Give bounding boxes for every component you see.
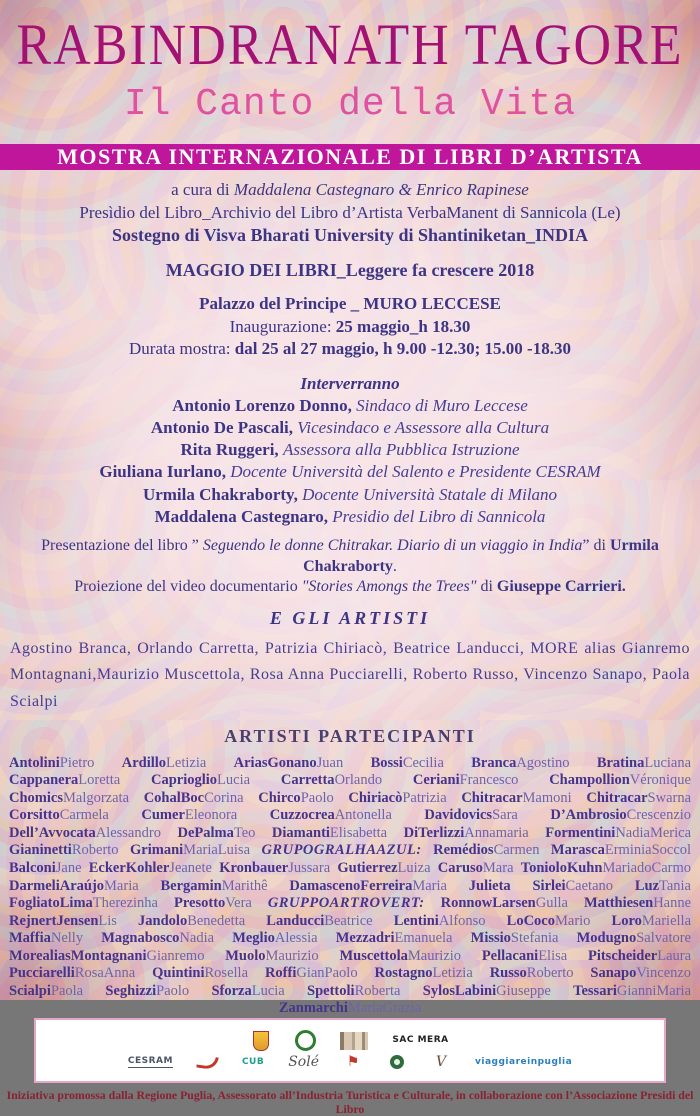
- sole-script-logo-glyph: Solé: [288, 1054, 320, 1071]
- speakers-heading: Interverranno: [300, 373, 400, 393]
- book-author: Urmila Chakraborty: [303, 536, 659, 575]
- curators-prefix: a cura di: [171, 180, 234, 200]
- university-crest-logo: [387, 1055, 407, 1069]
- duration-value: dal 25 al 27 maggio, h 9.00 -12.30; 15.00 -18.30: [234, 339, 571, 359]
- speaker-row: [0, 506, 700, 528]
- book-mid: ” di: [582, 536, 610, 554]
- participant-name: Julieta SirleiCaetano: [468, 877, 614, 894]
- participant-name: RonnowLarsenGulla: [440, 895, 568, 912]
- participant-name: MatthiesenHanne: [583, 895, 692, 912]
- participant-name: MaffiaNelly: [9, 930, 84, 947]
- speaker-role: Presidio del Libro di Sannicola: [332, 506, 546, 526]
- logo-row-bottom: [42, 1055, 658, 1069]
- participant-name: ArdilloLetizia: [121, 754, 207, 771]
- participant-name: BergaminMarithê: [160, 877, 268, 894]
- artists-heading: E GLI ARTISTI: [269, 608, 431, 629]
- footer-credit-line: Iniziativa promossa dalla Regione Puglia, Assessorato all’Industria Turistica e Culturale, in collaborazione con l’Associazione Presidi del Libro: [6, 1087, 694, 1116]
- comune-crest-logo: [295, 1030, 316, 1051]
- participant-name: CerianiFrancesco: [412, 772, 519, 789]
- participant-name: GutierrezLuiza: [337, 860, 431, 877]
- participant-name: MeglioAlessia: [232, 930, 318, 947]
- participant-name: ChitracarSwarna: [586, 789, 692, 806]
- participant-name: LoroMariella: [611, 912, 692, 929]
- participant-name: DavidovicsSara: [424, 807, 518, 824]
- curators-line: [0, 179, 700, 201]
- participant-name: SanapoVincenzo: [590, 965, 692, 982]
- participant-name: ZanmarchiMariaGrazia: [278, 1000, 422, 1017]
- participant-name: JandoloBenedetta: [138, 912, 246, 929]
- participant-name: ChitracarMamoni: [461, 789, 572, 806]
- participant-name: CarusoMara: [437, 860, 514, 877]
- participant-name: RemédiosCarmen: [433, 842, 540, 859]
- participant-name: TonioloKuhnMariadoCarmo: [520, 860, 692, 877]
- participant-name: PellacaniElisa: [481, 947, 568, 964]
- speaker-role: Docente Università Statale di Milano: [302, 484, 558, 504]
- participant-name: ChiriacòPatrizia: [348, 789, 447, 806]
- participant-name: LuzTania: [634, 877, 691, 894]
- sac-mera-logo: [392, 1036, 448, 1045]
- participant-name: Dell’AvvocataAlessandro: [9, 824, 161, 841]
- participant-name: DarmeliAraújoMaria: [9, 877, 139, 894]
- participant-name: BossiCecilia: [370, 754, 444, 771]
- book-suffix: .: [392, 557, 397, 575]
- comune-crest-logo-glyph: [295, 1030, 316, 1051]
- viaggiareinpuglia-logo: [475, 1058, 572, 1067]
- speaker-name: Giuliana Iurlano,: [99, 462, 231, 482]
- participant-name: KronbauerJussara: [219, 860, 331, 877]
- participant-name: EckerKohlerJeanete: [88, 860, 212, 877]
- cub-logo-glyph: CUB: [241, 1056, 265, 1067]
- participant-name: RoffiGianPaolo: [264, 965, 358, 982]
- poster-subtitle: Il Canto della Vita: [123, 83, 577, 127]
- participant-name: ChircoPaolo: [258, 789, 334, 806]
- video-projection-line: [0, 577, 700, 598]
- book-presentation-line: [0, 536, 700, 578]
- participant-name: CumerEleonora: [141, 807, 238, 824]
- participant-name: BrancaAgostino: [471, 754, 570, 771]
- verbamanent-script-logo: [431, 1055, 451, 1069]
- participant-name: AriasGonanoJuan: [233, 754, 344, 771]
- participant-name: CappaneraLoretta: [9, 772, 121, 789]
- participant-name: PucciarelliRosaAnna: [9, 965, 136, 982]
- participant-name: SeghizziPaolo: [105, 982, 190, 999]
- book-title: Seguendo le donne Chitrakar. Diario di un viaggio in India: [202, 536, 583, 554]
- speakers-list: [0, 395, 700, 528]
- participant-name: CaprioglioLucia: [150, 772, 251, 789]
- participant-name: DiamantiElisabetta: [271, 824, 388, 841]
- participant-name: SpettoliRoberta: [307, 982, 401, 999]
- presidio-line: Presìdio del Libro_Archivio del Libro d’Artista VerbaManent di Sannicola (Le): [79, 202, 621, 222]
- participant-name: MezzadriEmanuela: [335, 930, 453, 947]
- flag-logo-glyph: ⚑: [346, 1054, 360, 1071]
- participant-name: MorealiasMontagnaniGianremo: [9, 947, 205, 964]
- university-crest-logo-glyph: [390, 1055, 404, 1069]
- participant-name: PitscheiderLaura: [587, 947, 692, 964]
- speaker-row: [0, 484, 700, 506]
- logo-row-top: [42, 1030, 658, 1051]
- participant-group-label: GRUPPOARTROVERT:: [267, 895, 425, 912]
- participant-name: RussoRoberto: [489, 965, 574, 982]
- verbamanent-script-logo-glyph: V: [435, 1054, 447, 1071]
- video-prefix: Proiezione del video documentario: [74, 578, 302, 596]
- campaign-line: MAGGIO DEI LIBRI_Leggere fa crescere 2018: [165, 259, 535, 280]
- speaker-name: Rita Ruggeri,: [180, 440, 283, 460]
- video-author: Giuseppe Carrieri.: [496, 578, 626, 596]
- regione-puglia-crest-logo-glyph: [253, 1031, 269, 1051]
- participant-name: DePalmaTeo: [177, 824, 256, 841]
- speaker-name: Antonio De Pascali,: [150, 418, 298, 438]
- duration-label: Durata mostra:: [129, 339, 235, 359]
- participant-name: DiTerlizziAnnamaria: [403, 824, 529, 841]
- cesram-logo: [128, 1057, 173, 1068]
- opening-line: [0, 316, 700, 338]
- participant-name: LoCocoMario: [506, 912, 591, 929]
- participant-name: CohalBocCorina: [143, 789, 244, 806]
- participants-heading: ARTISTI PARTECIPANTI: [224, 726, 476, 747]
- artists-paragraph: Agostino Branca, Orlando Carretta, Patrizia Chiriacò, Beatrice Landucci, MORE alias Gianremo Montagnani,Maurizio Muscettola, Rosa Anna Pucciarelli, Roberto Russo, Vincenzo Sanapo, Paola Scialpi: [10, 639, 690, 710]
- participant-name: ModugnoSalvatore: [576, 930, 691, 947]
- participant-name: RejnertJensenLis: [9, 912, 117, 929]
- participant-name: TessariGianniMaria: [573, 982, 692, 999]
- participant-name: AntoliniPietro: [9, 754, 95, 771]
- participant-name: CuzzocreaAntonella: [269, 807, 392, 824]
- banner-text: MOSTRA INTERNAZIONALE DI LIBRI D’ARTISTA: [57, 144, 643, 170]
- video-mid: di: [476, 578, 497, 596]
- speaker-row: [0, 439, 700, 461]
- calligraphy-script-logo: [197, 1056, 218, 1069]
- exhibition-banner: [0, 144, 700, 170]
- viaggiareinpuglia-logo-glyph: viaggiareinpuglia: [475, 1056, 573, 1067]
- sole-script-logo: [288, 1055, 319, 1069]
- participant-name: LanducciBeatrice: [266, 912, 373, 929]
- opening-label: Inaugurazione:: [229, 316, 336, 336]
- video-title: "Stories Amongs the Trees": [301, 578, 477, 596]
- participant-name: MagnaboscoNadia: [101, 930, 215, 947]
- participant-name: PresottoVera: [174, 895, 252, 912]
- speaker-row: [0, 395, 700, 417]
- calligraphy-script-logo-glyph: [196, 1054, 219, 1070]
- cub-logo: [242, 1058, 264, 1067]
- participants-list: [0, 755, 700, 1018]
- speaker-name: Urmila Chakraborty,: [142, 484, 303, 504]
- participant-name: MuoloMaurizio: [225, 947, 319, 964]
- sponsor-logo-box: [34, 1018, 666, 1083]
- speaker-name: Maddalena Castegnaro,: [154, 506, 333, 526]
- participant-name: DamascenoFerreiraMaria: [289, 877, 447, 894]
- participant-name: RostagnoLetizia: [374, 965, 473, 982]
- participant-name: CarrettaOrlando: [280, 772, 383, 789]
- participant-name: MarascaErminiaSoccol: [550, 842, 692, 859]
- participant-name: QuintiniRosella: [152, 965, 249, 982]
- flag-logo: [343, 1055, 363, 1069]
- venue-line: Palazzo del Principe _ MURO LECCESE: [199, 294, 501, 314]
- speaker-role: Vicesindaco e Assessore alla Cultura: [297, 418, 550, 438]
- curators-names: Maddalena Castegnaro & Enrico Rapinese: [233, 180, 529, 200]
- participant-name: GianinettiRoberto: [9, 842, 119, 859]
- participant-name: MissioStefania: [470, 930, 559, 947]
- participant-name: BratinaLuciana: [596, 754, 692, 771]
- participant-name: FormentiniNadiaMerica: [545, 824, 692, 841]
- book-prefix: Presentazione del libro ”: [41, 536, 203, 554]
- participant-name: SylosLabiniGiuseppe: [422, 982, 551, 999]
- opening-value: 25 maggio_h 18.30: [335, 316, 471, 336]
- duration-line: [0, 338, 700, 360]
- speaker-name: Antonio Lorenzo Donno,: [172, 396, 357, 416]
- installation-photo-logo: [340, 1032, 368, 1050]
- participant-name: D’AmbrosioCrescenzio: [550, 807, 692, 824]
- speaker-role: Sindaco di Muro Leccese: [356, 396, 528, 416]
- support-line: Sostegno di Visva Bharati University di Shantiniketan_INDIA: [111, 224, 589, 245]
- participant-name: ScialpiPaola: [9, 982, 84, 999]
- sac-mera-logo-glyph: SAC MERA: [392, 1035, 449, 1046]
- installation-photo-logo-glyph: [340, 1032, 368, 1050]
- cesram-logo-glyph: CESRAM: [127, 1055, 173, 1066]
- speaker-role: Assessora alla Pubblica Istruzione: [282, 440, 520, 460]
- speaker-role: Docente Università del Salento e Presidente CESRAM: [230, 462, 601, 482]
- participant-name: MuscettolaMaurizio: [339, 947, 462, 964]
- regione-puglia-crest-logo: [251, 1031, 271, 1051]
- participant-group-label: GRUPOGRALHAAZUL:: [261, 842, 422, 859]
- participant-name: BalconiJane: [9, 860, 82, 877]
- participant-name: LentiniAlfonso: [393, 912, 486, 929]
- participant-name: CorsittoCarmela: [9, 807, 109, 824]
- participant-name: ChomicsMalgorzata: [9, 789, 130, 806]
- speaker-row: [0, 461, 700, 483]
- participant-name: GrimaniMariaLuisa: [130, 842, 251, 859]
- participant-name: ChampollionVéronique: [549, 772, 691, 789]
- poster-title: RABINDRANATH TAGORE: [16, 13, 684, 78]
- participant-name: FogliatoLimaTherezinha: [9, 895, 158, 912]
- participant-name: SforzaLucia: [211, 982, 285, 999]
- speaker-row: [0, 417, 700, 439]
